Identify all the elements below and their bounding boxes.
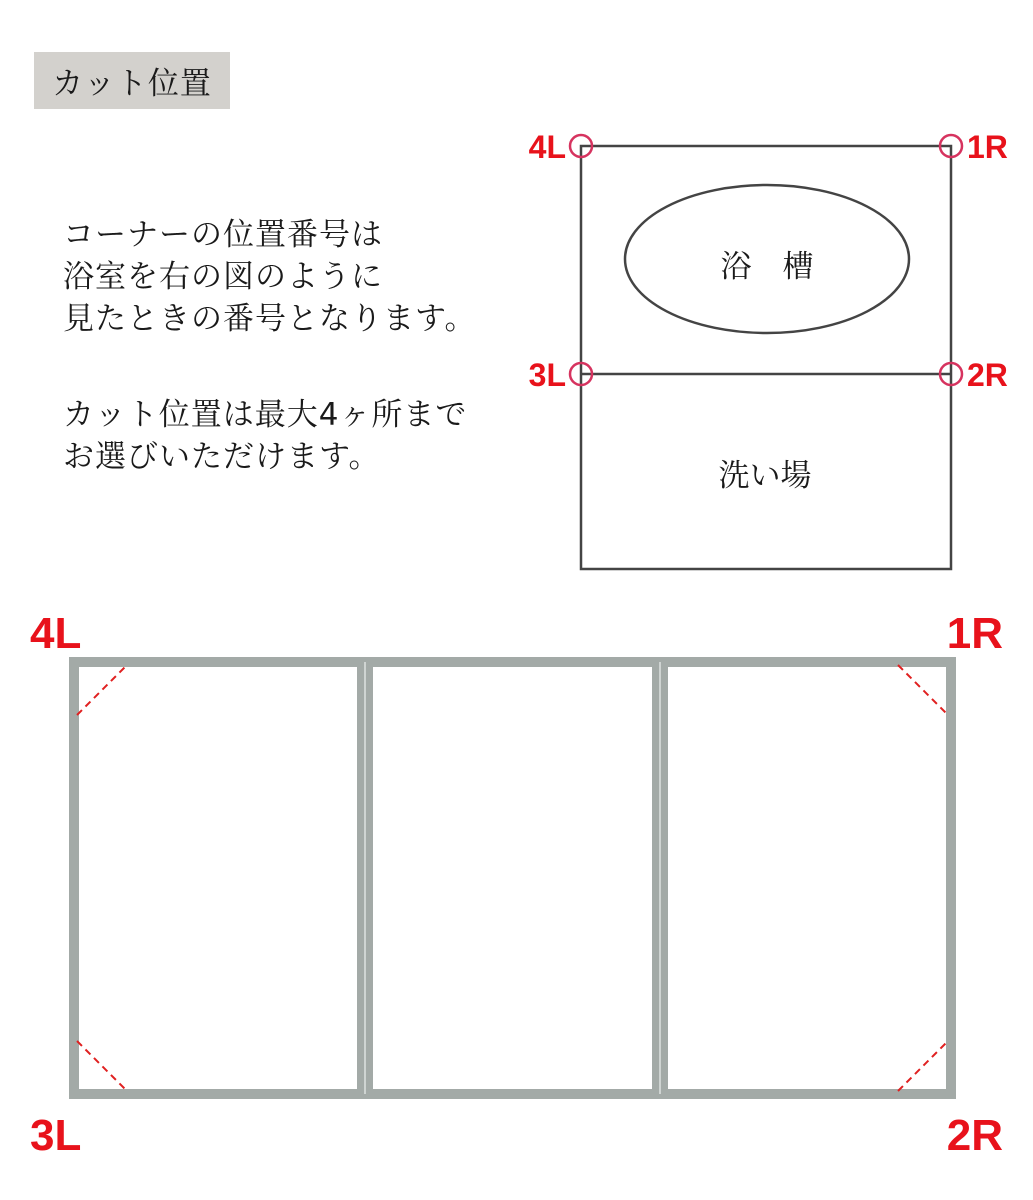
bathroom-layout-diagram — [529, 129, 1008, 569]
cover-outer-frame — [74, 662, 951, 1094]
diagram-corner-label-1R: 1R — [967, 129, 1008, 165]
cover-corner-label-3L: 3L — [30, 1111, 82, 1160]
cover-corner-label-4L: 4L — [30, 609, 82, 658]
diagram-corner-label-2R: 2R — [967, 357, 1008, 393]
description-line: カット位置は最大4ヶ所まで — [63, 397, 468, 433]
description-line: 見たときの番号となります。 — [63, 301, 477, 337]
bath-cover-panels — [30, 609, 1003, 1160]
heading-title: カット位置 — [52, 66, 212, 102]
diagram-corner-label-4L: 4L — [528, 129, 566, 165]
diagram-corner-label-3L: 3L — [528, 357, 566, 393]
cover-corner-label-1R: 1R — [946, 609, 1003, 658]
washing-area-label: 洗い場 — [718, 458, 812, 494]
cover-corner-label-2R: 2R — [946, 1111, 1003, 1160]
description-line: 浴室を右の図のように — [63, 259, 383, 295]
description-line: お選びいただけます。 — [63, 439, 381, 475]
bathroom-outline — [581, 146, 951, 569]
description-line: コーナーの位置番号は — [63, 217, 383, 253]
bathtub-label: 浴 槽 — [720, 249, 814, 285]
